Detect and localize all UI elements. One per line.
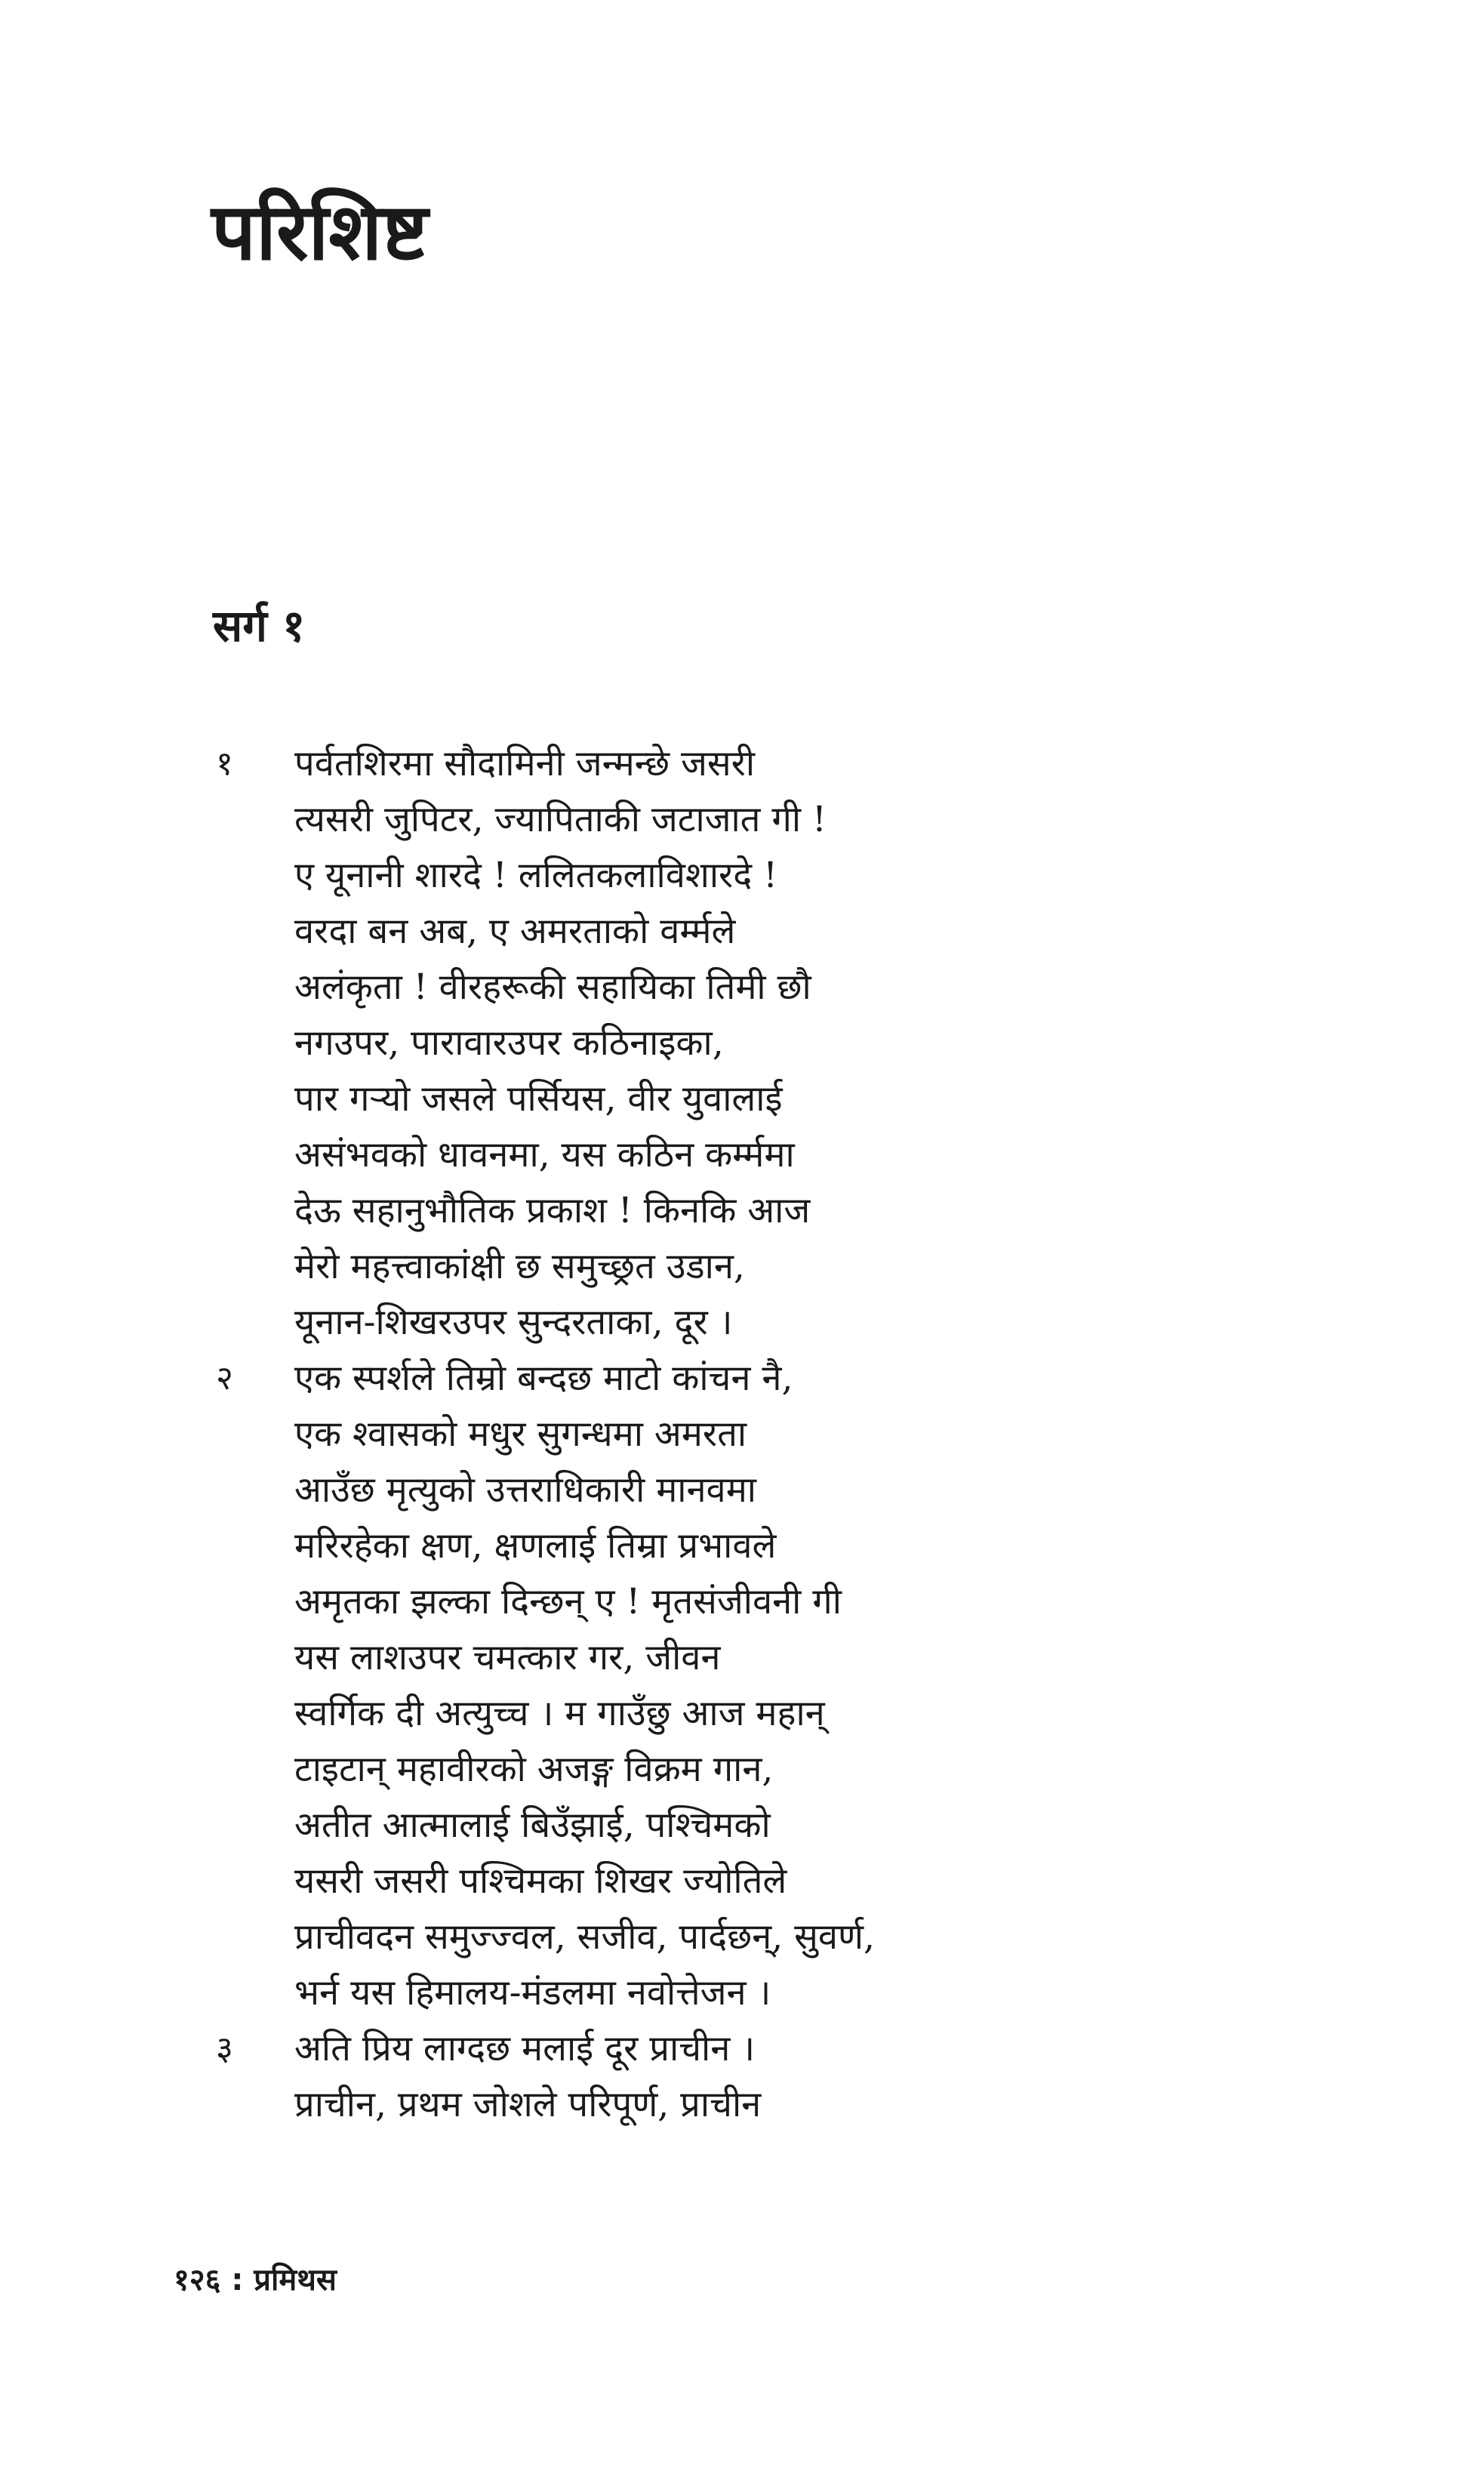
- page-number: १२६: [174, 2263, 221, 2297]
- verse-line: असंभवको धावनमा, यस कठिन कर्म्ममा: [294, 1134, 795, 1176]
- running-title: प्रमिथस: [254, 2263, 337, 2297]
- chapter-title: परिशिष्ट: [211, 186, 428, 278]
- poem-body: [213, 736, 1345, 2133]
- stanza-number: २: [216, 1359, 233, 1398]
- verse-line: अलंकृता ! वीरहरूकी सहायिका तिमी छौ: [294, 966, 811, 1008]
- verse-line: स्वर्गिक दी अत्युच्च । म गाउँछु आज महान्: [294, 1693, 825, 1734]
- verse-line: एक श्वासको मधुर सुगन्धमा अमरता: [294, 1413, 747, 1455]
- verse-line: पार गऱ्यो जसले पर्सियस, वीर युवालाई: [294, 1078, 783, 1120]
- stanza-number: ३: [216, 2029, 233, 2068]
- verse-line: ए यूनानी शारदे ! ललितकलाविशारदे !: [294, 855, 778, 896]
- stanza: [213, 2021, 1345, 2133]
- verse-line: वरदा बन अब, ए अमरताको वर्म्मले: [294, 911, 736, 952]
- verse-line: आउँछ मृत्युको उत्तराधिकारी मानवमा: [294, 1469, 756, 1511]
- stanza-number: १: [216, 744, 233, 783]
- footer-separator: :: [231, 2263, 244, 2297]
- verse-line: यसरी जसरी पश्चिमका शिखर ज्योतिले: [294, 1860, 787, 1902]
- verse-line: पर्वतशिरमा सौदामिनी जन्मन्छे जसरी: [294, 743, 756, 784]
- verse-line: मरिरहेका क्षण, क्षणलाई तिम्रा प्रभावले: [294, 1525, 777, 1567]
- verse-line: अति प्रिय लाग्दछ मलाई दूर प्राचीन ।: [294, 2028, 756, 2069]
- verse-line: मेरो महत्त्वाकांक्षी छ समुच्छ्रत उडान,: [294, 1246, 745, 1287]
- stanza-lines: [294, 2021, 1345, 2133]
- verse-line: अतीत आत्मालाई बिउँझाई, पश्चिमको: [294, 1804, 771, 1846]
- page-footer: [174, 2265, 337, 2295]
- stanza: [213, 1351, 1345, 2021]
- stanza-lines: [294, 736, 1345, 1351]
- verse-line: त्यसरी जुपिटर, ज्यापिताकी जटाजात गी !: [294, 799, 827, 840]
- verse-line: टाइटान् महावीरको अजङ्ग विक्रम गान,: [294, 1749, 774, 1790]
- verse-line: यूनान-शिखरउपर सुन्दरताका, दूर ।: [294, 1302, 733, 1343]
- stanza-lines: [294, 1351, 1345, 2021]
- section-title: सर्ग १: [213, 600, 306, 652]
- verse-line: देऊ सहानुभौतिक प्रकाश ! किनकि आज: [294, 1190, 811, 1231]
- verse-line: प्राचीन, प्रथम जोशले परिपूर्ण, प्राचीन: [294, 2084, 762, 2125]
- verse-line: प्राचीवदन समुज्ज्वल, सजीव, पार्दछन्, सुवर्ण,: [294, 1916, 875, 1958]
- verse-line: भर्न यस हिमालय-मंडलमा नवोत्तेजन ।: [294, 1972, 771, 2014]
- verse-line: यस लाशउपर चमत्कार गर, जीवन: [294, 1637, 721, 1678]
- verse-line: नगउपर, पारावारउपर कठिनाइका,: [294, 1022, 724, 1064]
- verse-line: एक स्पर्शले तिम्रो बन्दछ माटो कांचन नै,: [294, 1357, 793, 1399]
- stanza: [213, 736, 1345, 1351]
- verse-line: अमृतका झल्का दिन्छन् ए ! मृतसंजीवनी गी: [294, 1581, 842, 1623]
